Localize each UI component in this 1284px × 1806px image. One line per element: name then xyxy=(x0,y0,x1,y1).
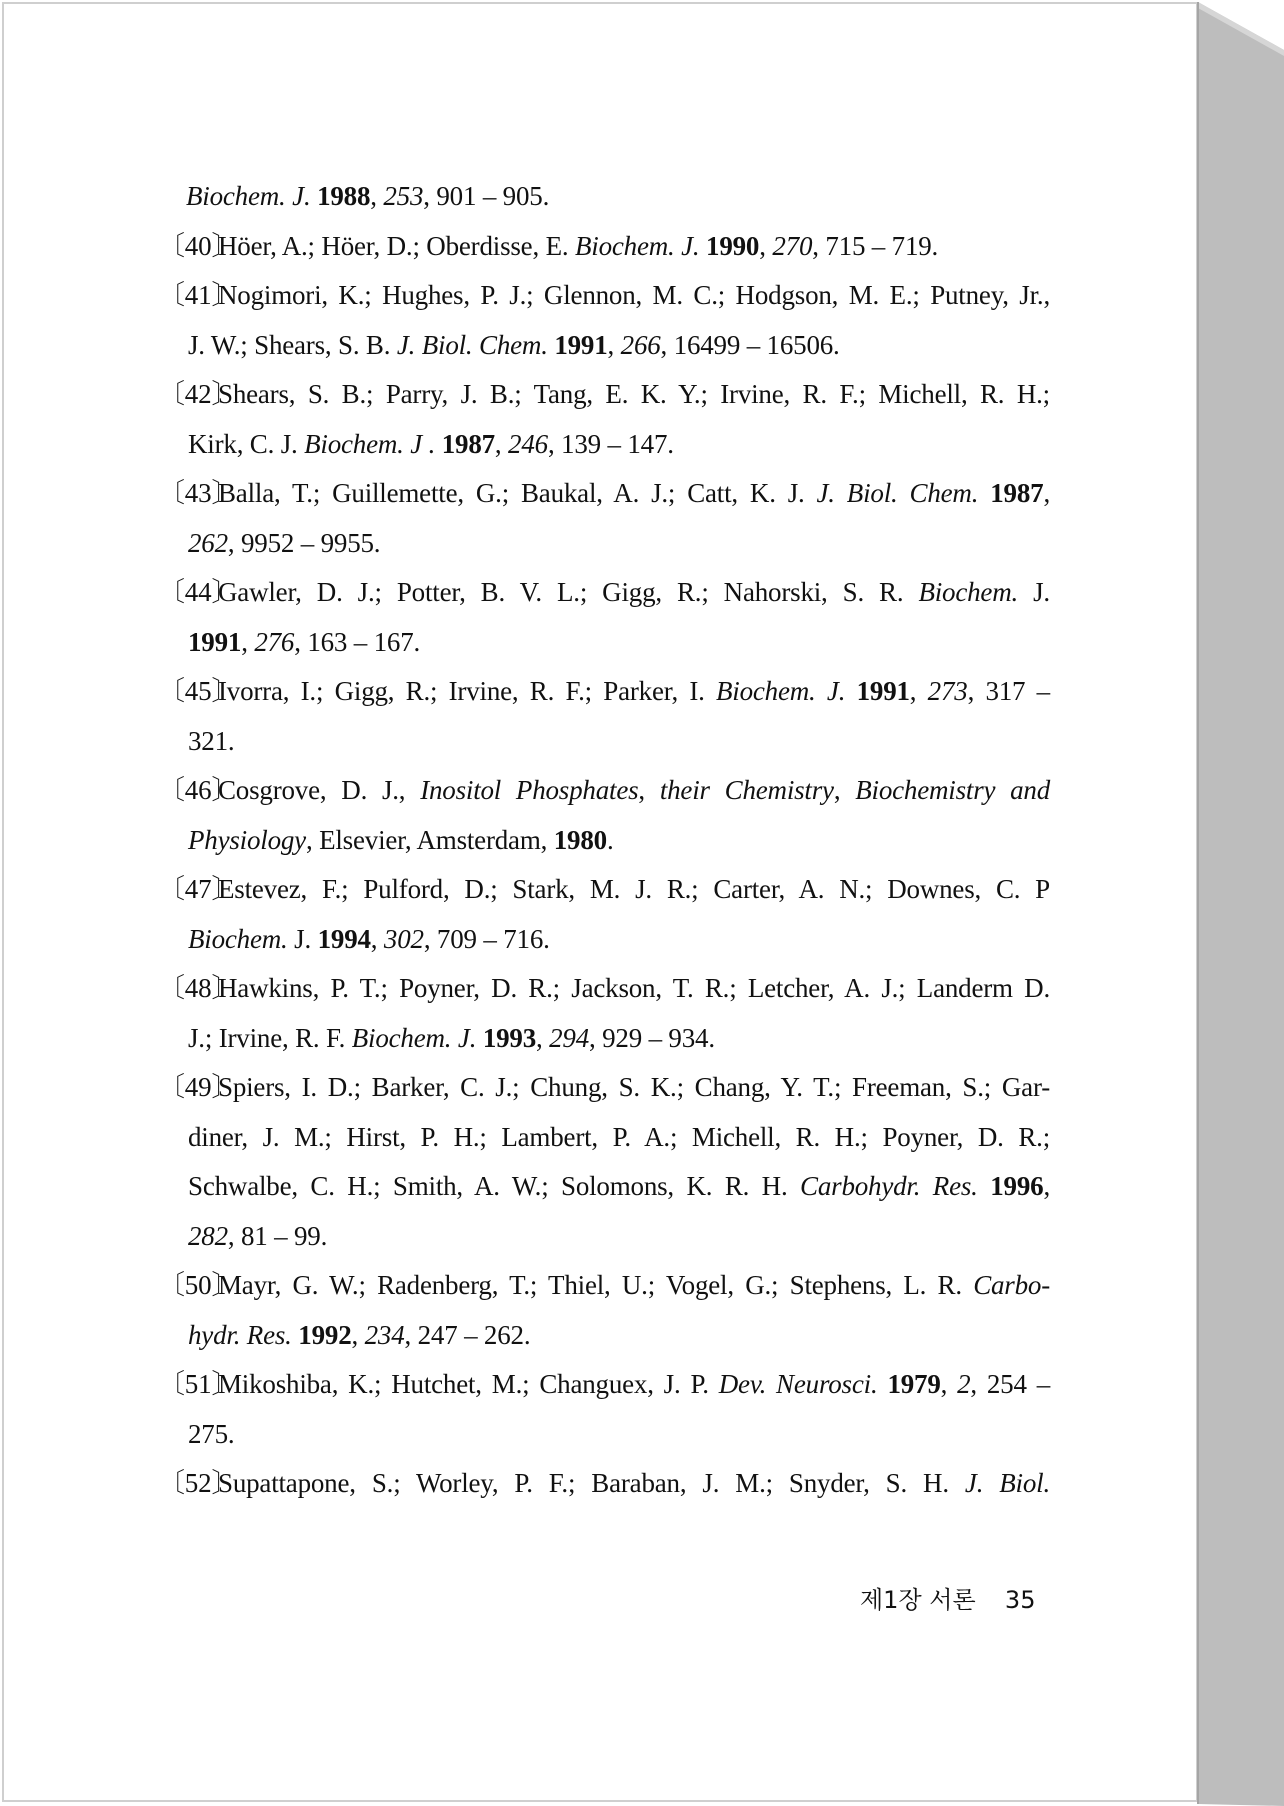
reference-text: J. W.; Shears, S. B. xyxy=(188,329,397,360)
journal-title: Biochemistry and xyxy=(855,775,1051,805)
publication-year: 1991 xyxy=(554,329,608,360)
journal-title: Biochem. J. xyxy=(186,181,311,211)
reference-entry xyxy=(158,1368,1050,1400)
reference-text xyxy=(978,478,990,508)
reference-text: Cosgrove, D. J., xyxy=(218,775,421,805)
reference-continuation xyxy=(188,1220,327,1252)
publication-year: 1988 xyxy=(317,181,371,211)
reference-number: 〔50〕 xyxy=(158,1270,239,1300)
reference-text: 321. xyxy=(188,725,235,756)
reference-entry xyxy=(158,675,1050,707)
journal-title: 262 xyxy=(188,527,228,558)
reference-text: , xyxy=(536,1022,550,1053)
reference-text: , 715 – 719. xyxy=(812,230,939,261)
page-number: 35 xyxy=(1004,1586,1036,1614)
reference-text: , xyxy=(241,626,255,657)
reference-number: 〔52〕 xyxy=(158,1468,239,1498)
publication-year: 1993 xyxy=(482,1022,537,1053)
journal-title: 2 xyxy=(957,1369,971,1399)
reference-text: , 317 – xyxy=(967,676,1050,706)
publication-year: 1979 xyxy=(887,1369,941,1399)
reference-entry xyxy=(158,279,1050,311)
reference-continuation xyxy=(188,329,840,361)
reference-text: , Elsevier, Amsterdam, xyxy=(305,824,554,855)
reference-number: 〔49〕 xyxy=(158,1072,239,1102)
reference-text: , 16499 – 16506. xyxy=(660,329,840,360)
journal-title: Biochem. J. xyxy=(574,230,700,261)
reference-text: , 9952 – 9955. xyxy=(227,527,381,558)
journal-title: J. Biol. Chem. xyxy=(396,329,548,360)
publication-year: 1994 xyxy=(317,923,371,954)
journal-title: Dev. Neurosci. xyxy=(718,1369,878,1399)
reference-continuation xyxy=(188,1121,1050,1153)
reference-entry xyxy=(158,378,1050,410)
reference-entry xyxy=(158,873,1050,905)
page-footer xyxy=(860,1584,1035,1616)
reference-text: J.; Irvine, R. F. xyxy=(188,1022,352,1053)
reference-text: , 709 – 716. xyxy=(423,923,550,954)
reference-entry xyxy=(158,477,1050,509)
reference-text: diner, J. M.; Hirst, P. H.; Lambert, P. A.; Michell, R. H.; Poyner, D. R.; xyxy=(188,1121,1050,1152)
reference-text: Estevez, F.; Pulford, D.; Stark, M. J. R.; Carter, A. N.; Downes, C. P xyxy=(218,874,1050,904)
reference-entry xyxy=(158,1467,1050,1499)
journal-title: 234 xyxy=(364,1319,405,1350)
reference-text: Höer, A.; Höer, D.; Oberdisse, E. xyxy=(218,230,575,261)
reference-text xyxy=(978,1171,991,1201)
reference-text: J. xyxy=(287,923,318,954)
reference-continuation xyxy=(186,180,549,212)
reference-continuation xyxy=(188,1319,530,1351)
reference-continuation xyxy=(188,923,550,955)
journal-title: J. Biol. xyxy=(964,1468,1050,1498)
reference-number: 〔47〕 xyxy=(158,874,239,904)
reference-text: Spiers, I. D.; Barker, C. J.; Chung, S. K.; Chang, Y. T.; Freeman, S.; Gar- xyxy=(218,1072,1050,1102)
reference-text: Mikoshiba, K.; Hutchet, M.; Changuex, J. P. xyxy=(218,1369,719,1399)
journal-title: Carbo- xyxy=(973,1270,1050,1300)
reference-text: Supattapone, S.; Worley, P. F.; Baraban, J. M.; Snyder, S. H. xyxy=(218,1468,965,1498)
reference-entry xyxy=(158,230,1050,262)
reference-number: 〔46〕 xyxy=(158,775,239,805)
journal-title: Biochem. J. xyxy=(716,676,846,706)
reference-text: , 81 – 99. xyxy=(227,1220,328,1251)
reference-text: , 929 – 934. xyxy=(589,1022,715,1053)
reference-text xyxy=(878,1369,888,1399)
reference-entry xyxy=(158,1269,1050,1301)
reference-text: , 901 – 905. xyxy=(423,181,550,211)
journal-title: 266 xyxy=(620,329,661,360)
reference-text: , xyxy=(638,775,660,805)
reference-text: , xyxy=(607,329,621,360)
reference-number: 〔51〕 xyxy=(158,1369,239,1399)
journal-title: 246 xyxy=(508,428,548,459)
journal-title: Biochem. J . xyxy=(304,428,436,459)
reference-continuation xyxy=(188,527,380,559)
reference-number: 〔45〕 xyxy=(158,676,239,706)
journal-title: their Chemistry xyxy=(659,775,834,805)
journal-title: 302 xyxy=(383,923,424,954)
journal-title: hydr. Res. xyxy=(188,1319,292,1350)
reference-text: Ivorra, I.; Gigg, R.; Irvine, R. F.; Parker, I. xyxy=(218,676,716,706)
publication-year: 1996 xyxy=(990,1171,1044,1201)
reference-text: , xyxy=(833,775,856,805)
reference-number: 〔40〕 xyxy=(158,230,239,261)
reference-text xyxy=(845,676,856,706)
reference-entry xyxy=(158,774,1050,806)
publication-year: 1991 xyxy=(188,626,242,657)
reference-text: , xyxy=(370,181,384,211)
journal-title: 276 xyxy=(254,626,295,657)
reference-text: . xyxy=(606,824,614,855)
reference-text: Hawkins, P. T.; Poyner, D. R.; Jackson, T. R.; Letcher, A. J.; Landerm D. xyxy=(218,973,1050,1003)
reference-continuation xyxy=(188,428,674,460)
reference-text: , xyxy=(909,676,928,706)
reference-entry xyxy=(158,576,1050,608)
journal-title: 273 xyxy=(927,676,968,706)
reference-number: 〔43〕 xyxy=(158,478,239,508)
journal-title: 294 xyxy=(549,1022,590,1053)
reference-text: Kirk, C. J. xyxy=(188,428,305,459)
reference-text: , 163 – 167. xyxy=(294,626,421,657)
journal-title: 282 xyxy=(188,1220,228,1251)
reference-text: Nogimori, K.; Hughes, P. J.; Glennon, M. C.; Hodgson, M. E.; Putney, Jr., xyxy=(218,280,1050,310)
reference-text: , xyxy=(1043,1171,1050,1201)
journal-title: Physiology xyxy=(188,824,306,855)
reference-text: , 139 – 147. xyxy=(547,428,674,459)
reference-entry xyxy=(158,1071,1050,1103)
reference-text: , xyxy=(494,428,509,459)
chapter-title: 제1장 서론 xyxy=(860,1586,976,1614)
reference-continuation xyxy=(188,626,420,658)
journal-title: Biochem. J. xyxy=(351,1022,477,1053)
publication-year: 1980 xyxy=(553,824,607,855)
reference-continuation xyxy=(188,1022,715,1054)
journal-title: Carbohydr. Res. xyxy=(800,1171,978,1201)
reference-text: , xyxy=(370,923,384,954)
publication-year: 1991 xyxy=(856,676,910,706)
reference-text: , xyxy=(759,230,773,261)
reference-text: , xyxy=(351,1319,365,1350)
reference-text: Gawler, D. J.; Potter, B. V. L.; Gigg, R.; Nahorski, S. R. xyxy=(218,577,919,607)
publication-year: 1987 xyxy=(441,428,495,459)
reference-entry xyxy=(158,972,1050,1004)
reference-text: , 247 – 262. xyxy=(404,1319,531,1350)
reference-continuation xyxy=(188,1170,1050,1202)
reference-number: 〔41〕 xyxy=(158,280,239,310)
journal-title: Biochem. xyxy=(188,923,288,954)
reference-continuation xyxy=(188,824,614,856)
journal-title: 253 xyxy=(383,181,424,211)
reference-text: Balla, T.; Guillemette, G.; Baukal, A. J.; Catt, K. J. xyxy=(218,478,817,508)
publication-year: 1990 xyxy=(706,230,760,261)
reference-text: , xyxy=(940,1369,958,1399)
reference-number: 〔48〕 xyxy=(158,973,239,1003)
reference-text: 275. xyxy=(188,1418,235,1449)
journal-title: Inositol Phosphates xyxy=(420,775,639,805)
journal-title: Biochem. xyxy=(918,577,1019,607)
journal-title: 270 xyxy=(772,230,813,261)
reference-text: Schwalbe, C. H.; Smith, A. W.; Solomons, K. R. H. xyxy=(188,1171,801,1201)
journal-title: J. Biol. Chem. xyxy=(816,478,979,508)
reference-number: 〔42〕 xyxy=(158,379,239,409)
reference-text: , 254 – xyxy=(970,1369,1050,1399)
publication-year: 1992 xyxy=(298,1319,352,1350)
reference-number: 〔44〕 xyxy=(158,577,239,607)
reference-text: Mayr, G. W.; Radenberg, T.; Thiel, U.; Vogel, G.; Stephens, L. R. xyxy=(218,1270,974,1300)
reference-text: Shears, S. B.; Parry, J. B.; Tang, E. K. Y.; Irvine, R. F.; Michell, R. H.; xyxy=(218,379,1050,409)
reference-text: , xyxy=(1043,478,1050,508)
publication-year: 1987 xyxy=(990,478,1044,508)
reference-continuation xyxy=(188,725,234,757)
reference-continuation xyxy=(188,1418,234,1450)
reference-text: J. xyxy=(1018,577,1050,607)
